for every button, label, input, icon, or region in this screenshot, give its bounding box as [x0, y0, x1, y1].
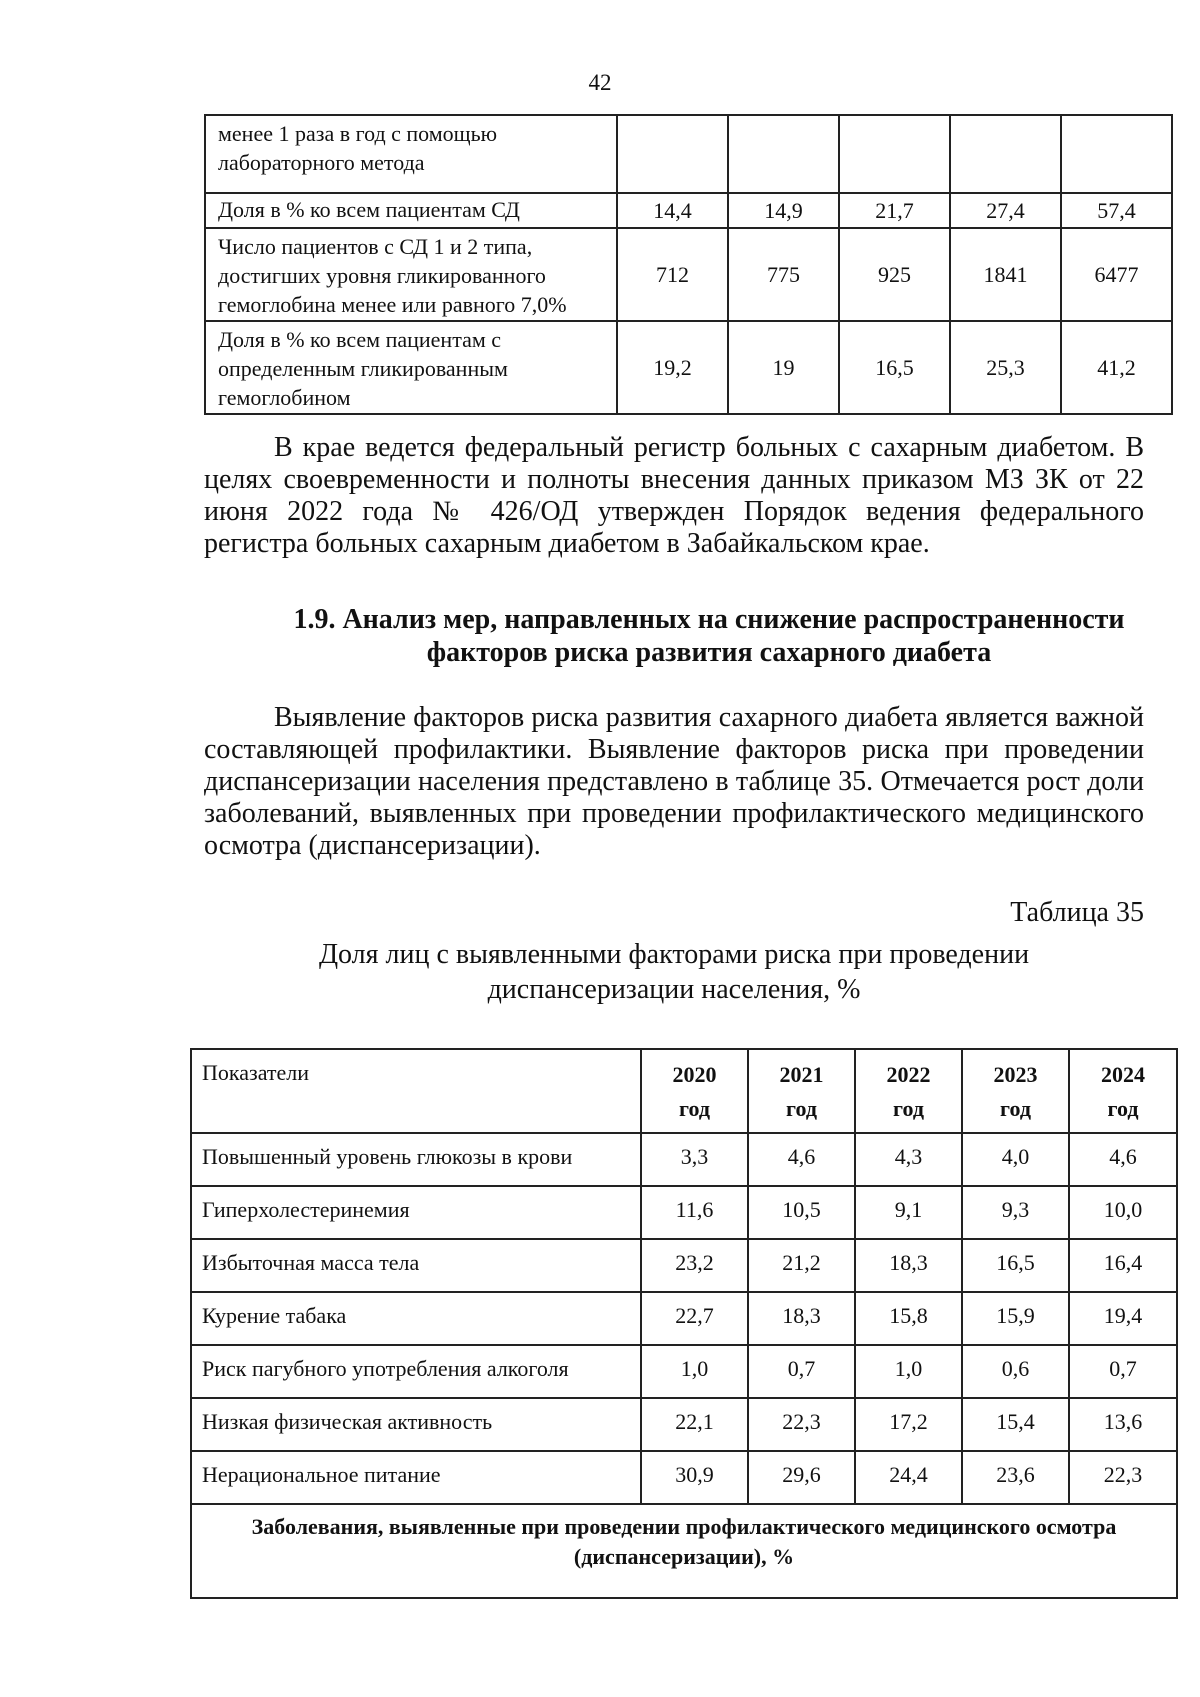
cell-value: 13,6	[1069, 1398, 1177, 1451]
cell-value: 19,4	[1069, 1292, 1177, 1345]
cell-value	[728, 115, 839, 193]
cell-value: 16,5	[839, 321, 950, 414]
top-table	[204, 114, 1173, 415]
cell-value: 6477	[1061, 228, 1172, 321]
cell-value: 4,3	[855, 1133, 962, 1186]
row-label: Повышенный уровень глюкозы в крови	[191, 1133, 641, 1186]
cell-value: 25,3	[950, 321, 1061, 414]
cell-value: 14,9	[728, 193, 839, 228]
cell-value: 22,3	[748, 1398, 855, 1451]
table-label: Таблица 35	[1010, 897, 1144, 928]
cell-value: 41,2	[1061, 321, 1172, 414]
year-header: 2021 год	[748, 1049, 855, 1133]
table-row	[191, 1239, 1177, 1292]
cell-value	[617, 115, 728, 193]
cell-value: 14,4	[617, 193, 728, 228]
year-header: 2023 год	[962, 1049, 1069, 1133]
cell-value: 1,0	[855, 1345, 962, 1398]
cell-value: 22,7	[641, 1292, 748, 1345]
table-row	[205, 321, 1172, 414]
cell-value: 0,7	[748, 1345, 855, 1398]
row-label: Доля в % ко всем пациентам СД	[205, 193, 617, 228]
row-label: Гиперхолестеринемия	[191, 1186, 641, 1239]
row-label: менее 1 раза в год с помощью лабораторного метода	[205, 115, 617, 193]
cell-value: 0,6	[962, 1345, 1069, 1398]
cell-value: 22,1	[641, 1398, 748, 1451]
cell-value: 712	[617, 228, 728, 321]
cell-value: 21,2	[748, 1239, 855, 1292]
cell-value: 18,3	[855, 1239, 962, 1292]
table-row	[191, 1451, 1177, 1504]
row-label: Низкая физическая активность	[191, 1398, 641, 1451]
cell-value: 27,4	[950, 193, 1061, 228]
table-row	[205, 193, 1172, 228]
cell-value: 19	[728, 321, 839, 414]
section-heading: 1.9. Анализ мер, направленных на снижение распространенности факторов риска развития сахарного диабета	[293, 604, 1125, 668]
table-row	[205, 115, 1172, 193]
cell-value: 16,4	[1069, 1239, 1177, 1292]
cell-value: 4,0	[962, 1133, 1069, 1186]
cell-value: 925	[839, 228, 950, 321]
row-label: Доля в % ко всем пациентам с определенным гликированным гемоглобином	[205, 321, 617, 414]
row-label: Число пациентов с СД 1 и 2 типа, достигших уровня гликированного гемоглобина менее или равного 7,0%	[205, 228, 617, 321]
cell-value: 21,7	[839, 193, 950, 228]
cell-value: 24,4	[855, 1451, 962, 1504]
header-label: Показатели	[191, 1049, 641, 1133]
cell-value: 9,3	[962, 1186, 1069, 1239]
table-header-row	[191, 1049, 1177, 1133]
cell-value: 15,4	[962, 1398, 1069, 1451]
cell-value: 30,9	[641, 1451, 748, 1504]
cell-value: 1841	[950, 228, 1061, 321]
cell-value: 3,3	[641, 1133, 748, 1186]
diseases-section-label: Заболевания, выявленные при проведении профилактического медицинского осмотра (диспансеризации), %	[191, 1504, 1177, 1598]
year-header: 2024 год	[1069, 1049, 1177, 1133]
table-row	[205, 228, 1172, 321]
cell-value	[950, 115, 1061, 193]
cell-value: 15,8	[855, 1292, 962, 1345]
cell-value: 22,3	[1069, 1451, 1177, 1504]
row-label: Нерациональное питание	[191, 1451, 641, 1504]
cell-value: 10,0	[1069, 1186, 1177, 1239]
table-row	[191, 1133, 1177, 1186]
row-label: Избыточная масса тела	[191, 1239, 641, 1292]
cell-value: 16,5	[962, 1239, 1069, 1292]
row-label: Курение табака	[191, 1292, 641, 1345]
paragraph-risk-factors: Выявление факторов риска развития сахарного диабета является важной составляющей профилактики. Выявление факторов риска при проведении диспансеризации населения представлено в таблице 35. Отмечается рост доли заболеваний, выявленных при проведении профилактического медицинского осмотра (диспансеризации).	[204, 702, 1144, 861]
year-header: 2022 год	[855, 1049, 962, 1133]
cell-value: 29,6	[748, 1451, 855, 1504]
table-row	[191, 1186, 1177, 1239]
risk-factors-table	[190, 1048, 1178, 1599]
cell-value: 4,6	[1069, 1133, 1177, 1186]
cell-value	[839, 115, 950, 193]
table-row	[191, 1345, 1177, 1398]
table-row	[191, 1398, 1177, 1451]
cell-value: 0,7	[1069, 1345, 1177, 1398]
cell-value: 15,9	[962, 1292, 1069, 1345]
paragraph-registry: В крае ведется федеральный регистр больных с сахарным диабетом. В целях своевременности и полноты внесения данных приказом МЗ ЗК от 22 июня 2022 года № 426/ОД утвержден Порядок ведения федерального регистра больных сахарным диабетом в Забайкальском крае.	[204, 432, 1144, 559]
cell-value: 23,2	[641, 1239, 748, 1292]
cell-value: 17,2	[855, 1398, 962, 1451]
cell-value: 1,0	[641, 1345, 748, 1398]
table-row	[191, 1292, 1177, 1345]
row-label: Риск пагубного употребления алкоголя	[191, 1345, 641, 1398]
cell-value: 775	[728, 228, 839, 321]
page-number: 42	[588, 70, 612, 95]
cell-value: 4,6	[748, 1133, 855, 1186]
cell-value: 19,2	[617, 321, 728, 414]
table-footer-row	[191, 1504, 1177, 1598]
cell-value: 23,6	[962, 1451, 1069, 1504]
cell-value: 57,4	[1061, 193, 1172, 228]
year-header: 2020 год	[641, 1049, 748, 1133]
table-title: Доля лиц с выявленными факторами риска при проведении диспансеризации населения, %	[318, 939, 1030, 1005]
cell-value: 9,1	[855, 1186, 962, 1239]
cell-value: 18,3	[748, 1292, 855, 1345]
cell-value	[1061, 115, 1172, 193]
cell-value: 11,6	[641, 1186, 748, 1239]
cell-value: 10,5	[748, 1186, 855, 1239]
